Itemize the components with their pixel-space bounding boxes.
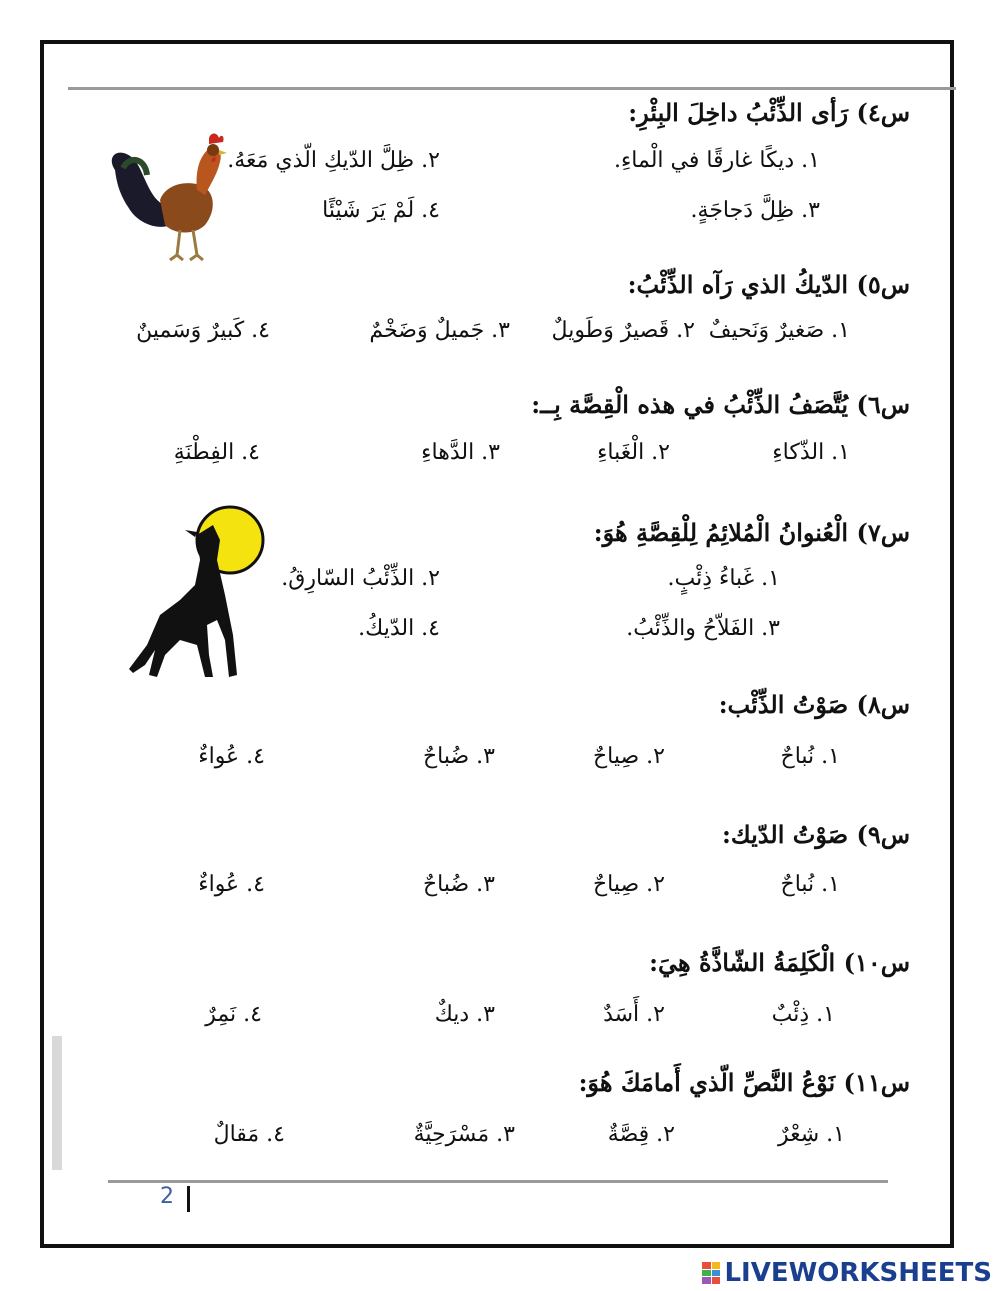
- question-6-option-4[interactable]: ٤. الفِطْنَةِ: [173, 440, 260, 465]
- question-10-option-2[interactable]: ٢. أَسَدٌ: [603, 1002, 665, 1027]
- question-4-option-3[interactable]: ٣. ظِلَّ دَجاجَةٍ.: [690, 198, 820, 223]
- liveworksheets-wordmark: LIVEWORKSHEETS: [724, 1258, 992, 1288]
- question-7-title: س٧) الْعُنوانُ الْمُلائِمُ لِلْقِصَّةِ هُوَ:: [593, 518, 910, 547]
- rooster-image: [105, 130, 230, 265]
- question-9-option-3[interactable]: ٣. ضُباحٌ: [422, 872, 495, 897]
- question-11-option-3[interactable]: ٣. مَسْرَحِيَّةٌ: [413, 1122, 515, 1147]
- question-6-option-2[interactable]: ٢. الْغَباءِ: [597, 440, 670, 465]
- page-number-divider: [187, 1186, 190, 1212]
- question-11-option-1[interactable]: ١. شِعْرٌ: [778, 1122, 845, 1147]
- question-9-title: س٩) صَوْتُ الدّيك:: [722, 820, 910, 849]
- question-6-option-3[interactable]: ٣. الدَّهاءِ: [421, 440, 500, 465]
- page-number: 2: [160, 1184, 174, 1209]
- question-4-option-2[interactable]: ٢. ظِلَّ الدّيكِ الّذي مَعَهُ.: [227, 148, 440, 173]
- question-5-title: س٥) الدّيكُ الذي رَآه الذِّئْبُ:: [627, 270, 910, 299]
- question-5-option-2[interactable]: ٢. قَصيرٌ وَطَويلٌ: [551, 318, 695, 343]
- liveworksheets-logo-icon: [702, 1262, 720, 1284]
- question-8-title: س٨) صَوْتُ الذِّئْب:: [718, 690, 910, 719]
- question-8-option-4[interactable]: ٤. عُواءٌ: [198, 744, 265, 769]
- side-margin-bar: [52, 1036, 62, 1170]
- question-9-option-4[interactable]: ٤. عُواءٌ: [198, 872, 265, 897]
- question-7-option-3[interactable]: ٣. الفَلاّحُ والذِّئْبُ.: [626, 616, 780, 641]
- question-9-option-1[interactable]: ١. نُباحٌ: [780, 872, 840, 897]
- question-10-title: س١٠) الْكَلِمَةُ الشّاذَّةُ هِيَ:: [649, 948, 910, 977]
- question-11-title: س١١) نَوْعُ النَّصِّ الّذي أَمامَكَ هُوَ:: [578, 1068, 910, 1097]
- question-7-option-1[interactable]: ١. غَباءُ ذِئْبٍ.: [667, 566, 780, 591]
- question-10-option-3[interactable]: ٣. ديكٌ: [434, 1002, 495, 1027]
- question-4-title: س٤) رَأى الذِّئْبُ داخِلَ البِئْرِ:: [628, 98, 910, 127]
- footer-rule: [108, 1180, 888, 1183]
- wolf-moon-image: [125, 505, 275, 685]
- question-4-option-4[interactable]: ٤. لَمْ يَرَ شَيْئًا: [322, 198, 440, 223]
- header-rule: [68, 87, 956, 90]
- question-11-option-2[interactable]: ٢. قِصَّةٌ: [607, 1122, 675, 1147]
- question-5-option-4[interactable]: ٤. كَبيرٌ وَسَمينٌ: [136, 318, 270, 343]
- question-4-option-1[interactable]: ١. ديكًا غارقًا في الْماءِ.: [613, 148, 820, 173]
- question-6-option-1[interactable]: ١. الذّكاءِ: [772, 440, 850, 465]
- question-8-option-3[interactable]: ٣. ضُباحٌ: [422, 744, 495, 769]
- question-8-option-2[interactable]: ٢. صِياحٌ: [592, 744, 665, 769]
- question-7-option-4[interactable]: ٤. الدّيكُ.: [358, 616, 440, 641]
- question-10-option-1[interactable]: ١. ذِئْبٌ: [771, 1002, 835, 1027]
- question-9-option-2[interactable]: ٢. صِياحٌ: [592, 872, 665, 897]
- question-10-option-4[interactable]: ٤. نَمِرٌ: [205, 1002, 262, 1027]
- question-8-option-1[interactable]: ١. نُباحٌ: [780, 744, 840, 769]
- question-6-title: س٦) يُتَّصَفُ الذِّئْبُ في هذه الْقِصَّة بِــ:: [531, 390, 910, 419]
- question-11-option-4[interactable]: ٤. مَقالٌ: [213, 1122, 285, 1147]
- question-5-option-1[interactable]: ١. صَغيرٌ وَنَحيفٌ: [708, 318, 850, 343]
- liveworksheets-brand[interactable]: [702, 1258, 992, 1288]
- question-7-option-2[interactable]: ٢. الذِّئْبُ السّارِقُ.: [281, 566, 440, 591]
- question-5-option-3[interactable]: ٣. جَميلٌ وَضَخْمٌ: [369, 318, 510, 343]
